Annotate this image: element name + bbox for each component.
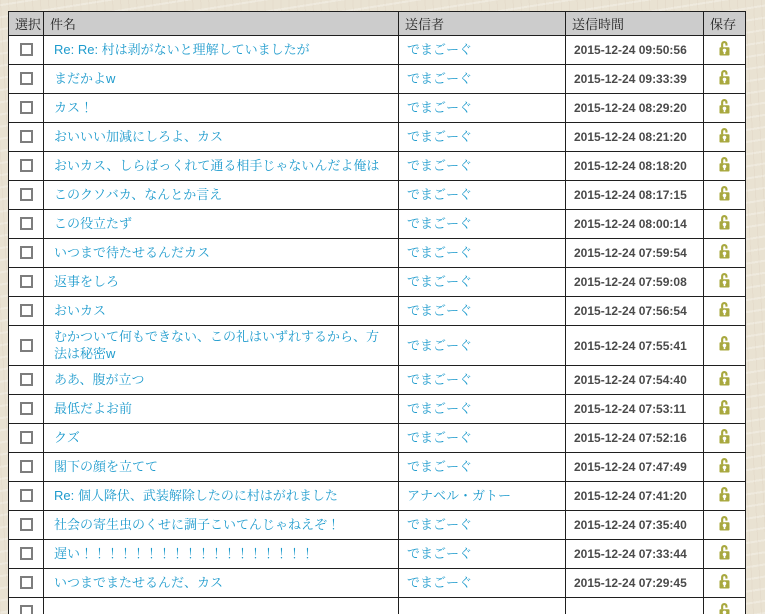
subject-cell xyxy=(44,94,399,123)
sent-time: 2015-12-24 07:56:54 xyxy=(566,297,704,326)
unlock-icon[interactable] xyxy=(718,515,731,531)
sender-cell xyxy=(399,152,566,181)
sender-cell xyxy=(399,297,566,326)
select-cell xyxy=(9,366,44,395)
sender-cell xyxy=(399,482,566,511)
sender-link[interactable]: でまごーぐ xyxy=(407,158,473,173)
subject-cell xyxy=(44,598,399,614)
subject-cell xyxy=(44,395,399,424)
sent-time: 2015-12-24 09:33:39 xyxy=(566,65,704,94)
save-cell xyxy=(704,424,746,453)
select-cell xyxy=(9,540,44,569)
sender-link[interactable]: でまごーぐ xyxy=(407,245,473,260)
table-row xyxy=(9,424,746,453)
sender-cell xyxy=(399,181,566,210)
column-header-sender: 送信者 xyxy=(399,12,566,36)
table-row xyxy=(9,181,746,210)
subject-cell xyxy=(44,453,399,482)
row-select-checkbox[interactable] xyxy=(20,460,33,473)
table-row xyxy=(9,65,746,94)
unlock-icon[interactable] xyxy=(718,40,731,56)
row-select-checkbox[interactable] xyxy=(20,130,33,143)
table-header-row xyxy=(9,12,746,36)
table-row xyxy=(9,453,746,482)
unlock-icon[interactable] xyxy=(718,335,731,351)
column-header-select: 選択 xyxy=(9,12,44,36)
select-cell xyxy=(9,453,44,482)
sender-cell xyxy=(399,540,566,569)
subject-cell xyxy=(44,366,399,395)
save-cell xyxy=(704,297,746,326)
select-cell xyxy=(9,482,44,511)
row-select-checkbox[interactable] xyxy=(20,217,33,230)
sender-cell xyxy=(399,511,566,540)
subject-link[interactable]: Re: 個人降伏、武装解除したのに村はがれました xyxy=(54,488,338,503)
unlock-icon[interactable] xyxy=(718,486,731,502)
subject-link[interactable]: 返事をしろ xyxy=(54,274,120,289)
sender-link[interactable]: でまごーぐ xyxy=(407,459,473,474)
unlock-icon[interactable] xyxy=(718,156,731,172)
subject-link[interactable]: Re: Re: 村は剥がないと理解していましたが xyxy=(54,42,310,57)
subject-link[interactable]: いつまでまたせるんだ、カス xyxy=(54,575,224,590)
subject-link[interactable]: おいカス、しらばっくれて通る相手じゃないんだよ俺は xyxy=(54,158,380,173)
sent-time: 2015-12-24 07:59:54 xyxy=(566,239,704,268)
row-select-checkbox[interactable] xyxy=(20,402,33,415)
unlock-icon[interactable] xyxy=(718,98,731,114)
select-cell xyxy=(9,395,44,424)
sent-time: 2015-12-24 07:41:20 xyxy=(566,482,704,511)
subject-link[interactable]: この役立たず xyxy=(54,216,133,231)
save-cell xyxy=(704,540,746,569)
sent-time xyxy=(566,598,704,614)
table-row xyxy=(9,395,746,424)
save-cell xyxy=(704,326,746,366)
sent-time: 2015-12-24 07:52:16 xyxy=(566,424,704,453)
subject-cell xyxy=(44,569,399,598)
unlock-icon[interactable] xyxy=(718,127,731,143)
table-row xyxy=(9,152,746,181)
sent-time: 2015-12-24 08:29:20 xyxy=(566,94,704,123)
save-cell xyxy=(704,65,746,94)
subject-cell xyxy=(44,65,399,94)
sender-cell xyxy=(399,239,566,268)
message-table xyxy=(8,11,746,614)
sender-cell xyxy=(399,569,566,598)
sender-cell xyxy=(399,395,566,424)
table-row xyxy=(9,540,746,569)
sender-link[interactable]: でまごーぐ xyxy=(407,401,473,416)
table-row xyxy=(9,36,746,65)
sent-time: 2015-12-24 08:17:15 xyxy=(566,181,704,210)
sender-link[interactable]: でまごーぐ xyxy=(407,430,473,445)
row-select-checkbox[interactable] xyxy=(20,72,33,85)
select-cell xyxy=(9,326,44,366)
save-cell xyxy=(704,152,746,181)
sent-time: 2015-12-24 09:50:56 xyxy=(566,36,704,65)
sender-link[interactable]: でまごーぐ xyxy=(407,337,473,353)
subject-cell xyxy=(44,268,399,297)
sender-cell xyxy=(399,326,566,366)
sender-link[interactable]: でまごーぐ xyxy=(407,129,473,144)
save-cell xyxy=(704,453,746,482)
sender-cell xyxy=(399,424,566,453)
select-cell xyxy=(9,268,44,297)
select-cell xyxy=(9,94,44,123)
sent-time: 2015-12-24 08:00:14 xyxy=(566,210,704,239)
unlock-icon[interactable] xyxy=(718,457,731,473)
save-cell xyxy=(704,36,746,65)
select-cell xyxy=(9,181,44,210)
unlock-icon[interactable] xyxy=(718,602,731,614)
sender-link[interactable]: でまごーぐ xyxy=(407,71,473,86)
subject-cell xyxy=(44,123,399,152)
sender-link[interactable]: でまごーぐ xyxy=(407,303,473,318)
sender-link[interactable]: アナベル・ガトー xyxy=(407,488,512,503)
unlock-icon[interactable] xyxy=(718,301,731,317)
row-select-checkbox[interactable] xyxy=(20,101,33,114)
subject-link[interactable]: このクソバカ、なんとか言え xyxy=(54,187,223,202)
table-row-partial xyxy=(9,598,746,614)
table-row xyxy=(9,326,746,366)
select-cell xyxy=(9,297,44,326)
sender-cell xyxy=(399,366,566,395)
sender-link[interactable]: でまごーぐ xyxy=(407,187,473,202)
sender-link[interactable]: でまごーぐ xyxy=(407,546,473,561)
subject-cell xyxy=(44,540,399,569)
sent-time: 2015-12-24 08:18:20 xyxy=(566,152,704,181)
subject-cell xyxy=(44,326,399,366)
sender-link[interactable]: でまごーぐ xyxy=(407,216,473,231)
select-cell xyxy=(9,239,44,268)
save-cell xyxy=(704,181,746,210)
sent-time: 2015-12-24 07:53:11 xyxy=(566,395,704,424)
row-select-checkbox[interactable] xyxy=(20,373,33,386)
sender-cell xyxy=(399,210,566,239)
sent-time: 2015-12-24 07:59:08 xyxy=(566,268,704,297)
row-select-checkbox[interactable] xyxy=(20,159,33,172)
subject-link[interactable]: いつまで待たせるんだカス xyxy=(54,245,211,260)
select-cell xyxy=(9,511,44,540)
sender-cell xyxy=(399,123,566,152)
sender-cell xyxy=(399,65,566,94)
row-select-checkbox[interactable] xyxy=(20,605,33,614)
sender-cell xyxy=(399,453,566,482)
sender-cell xyxy=(399,598,566,614)
table-row xyxy=(9,569,746,598)
row-select-checkbox[interactable] xyxy=(20,246,33,259)
row-select-checkbox[interactable] xyxy=(20,275,33,288)
subject-link[interactable]: 遅い！！！！！！！！！！！！！！！！！！ xyxy=(54,546,315,561)
sent-time: 2015-12-24 08:21:20 xyxy=(566,123,704,152)
subject-link[interactable]: おいいい加減にしろよ、カス xyxy=(54,129,224,144)
subject-link[interactable]: おいカス xyxy=(54,303,107,318)
unlock-icon[interactable] xyxy=(718,573,731,589)
unlock-icon[interactable] xyxy=(718,272,731,288)
subject-link[interactable]: むかついて何もできない、この礼はいずれするから、方法は秘密w xyxy=(54,329,380,361)
row-select-checkbox[interactable] xyxy=(20,188,33,201)
unlock-icon[interactable] xyxy=(718,399,731,415)
unlock-icon[interactable] xyxy=(718,243,731,259)
table-row xyxy=(9,94,746,123)
sender-link[interactable]: でまごーぐ xyxy=(407,274,473,289)
column-header-save: 保存 xyxy=(704,12,746,36)
unlock-icon[interactable] xyxy=(718,69,731,85)
sender-link[interactable]: でまごーぐ xyxy=(407,372,473,387)
subject-link[interactable]: クズ xyxy=(54,430,80,445)
select-cell xyxy=(9,36,44,65)
sent-time: 2015-12-24 07:54:40 xyxy=(566,366,704,395)
save-cell xyxy=(704,395,746,424)
unlock-icon[interactable] xyxy=(718,214,731,230)
table-row xyxy=(9,511,746,540)
row-select-checkbox[interactable] xyxy=(20,489,33,502)
row-select-checkbox[interactable] xyxy=(20,339,33,352)
select-cell xyxy=(9,598,44,614)
save-cell xyxy=(704,123,746,152)
select-cell xyxy=(9,65,44,94)
save-cell xyxy=(704,482,746,511)
message-table-body xyxy=(9,36,746,614)
subject-cell xyxy=(44,297,399,326)
sender-link[interactable]: でまごーぐ xyxy=(407,42,473,57)
sender-link[interactable]: でまごーぐ xyxy=(407,517,473,532)
table-row xyxy=(9,268,746,297)
row-select-checkbox[interactable] xyxy=(20,43,33,56)
subject-link[interactable]: 閣下の顔を立てて xyxy=(54,459,159,474)
row-select-checkbox[interactable] xyxy=(20,431,33,444)
sender-link[interactable]: でまごーぐ xyxy=(407,100,473,115)
row-select-checkbox[interactable] xyxy=(20,576,33,589)
subject-link[interactable]: ああ、腹が立つ xyxy=(54,372,145,387)
table-row xyxy=(9,123,746,152)
sent-time: 2015-12-24 07:35:40 xyxy=(566,511,704,540)
unlock-icon[interactable] xyxy=(718,428,731,444)
select-cell xyxy=(9,424,44,453)
subject-cell xyxy=(44,511,399,540)
select-cell xyxy=(9,152,44,181)
subject-cell xyxy=(44,181,399,210)
sender-link[interactable]: でまごーぐ xyxy=(407,575,473,590)
save-cell xyxy=(704,598,746,614)
table-row xyxy=(9,297,746,326)
subject-link[interactable]: 最低だよお前 xyxy=(54,401,133,416)
table-row xyxy=(9,239,746,268)
sender-cell xyxy=(399,268,566,297)
table-row xyxy=(9,366,746,395)
subject-link[interactable]: カス！ xyxy=(54,100,94,115)
unlock-icon[interactable] xyxy=(718,185,731,201)
column-header-time: 送信時間 xyxy=(566,12,704,36)
row-select-checkbox[interactable] xyxy=(20,547,33,560)
select-cell xyxy=(9,210,44,239)
save-cell xyxy=(704,366,746,395)
sender-cell xyxy=(399,94,566,123)
subject-link[interactable]: 社会の寄生虫のくせに調子こいてんじゃねえぞ！ xyxy=(54,517,341,532)
save-cell xyxy=(704,511,746,540)
row-select-checkbox[interactable] xyxy=(20,304,33,317)
select-cell xyxy=(9,123,44,152)
subject-cell xyxy=(44,210,399,239)
sender-cell xyxy=(399,36,566,65)
save-cell xyxy=(704,268,746,297)
table-row xyxy=(9,482,746,511)
sent-time: 2015-12-24 07:55:41 xyxy=(566,326,704,366)
row-select-checkbox[interactable] xyxy=(20,518,33,531)
unlock-icon[interactable] xyxy=(718,544,731,560)
subject-cell xyxy=(44,482,399,511)
save-cell xyxy=(704,569,746,598)
unlock-icon[interactable] xyxy=(718,370,731,386)
sent-time: 2015-12-24 07:29:45 xyxy=(566,569,704,598)
sent-time: 2015-12-24 07:33:44 xyxy=(566,540,704,569)
save-cell xyxy=(704,239,746,268)
subject-cell xyxy=(44,152,399,181)
save-cell xyxy=(704,210,746,239)
column-header-subject: 件名 xyxy=(44,12,399,36)
select-cell xyxy=(9,569,44,598)
subject-cell xyxy=(44,239,399,268)
subject-link[interactable]: まだかよw xyxy=(54,71,116,86)
subject-cell xyxy=(44,424,399,453)
subject-cell xyxy=(44,36,399,65)
sent-time: 2015-12-24 07:47:49 xyxy=(566,453,704,482)
table-row xyxy=(9,210,746,239)
save-cell xyxy=(704,94,746,123)
